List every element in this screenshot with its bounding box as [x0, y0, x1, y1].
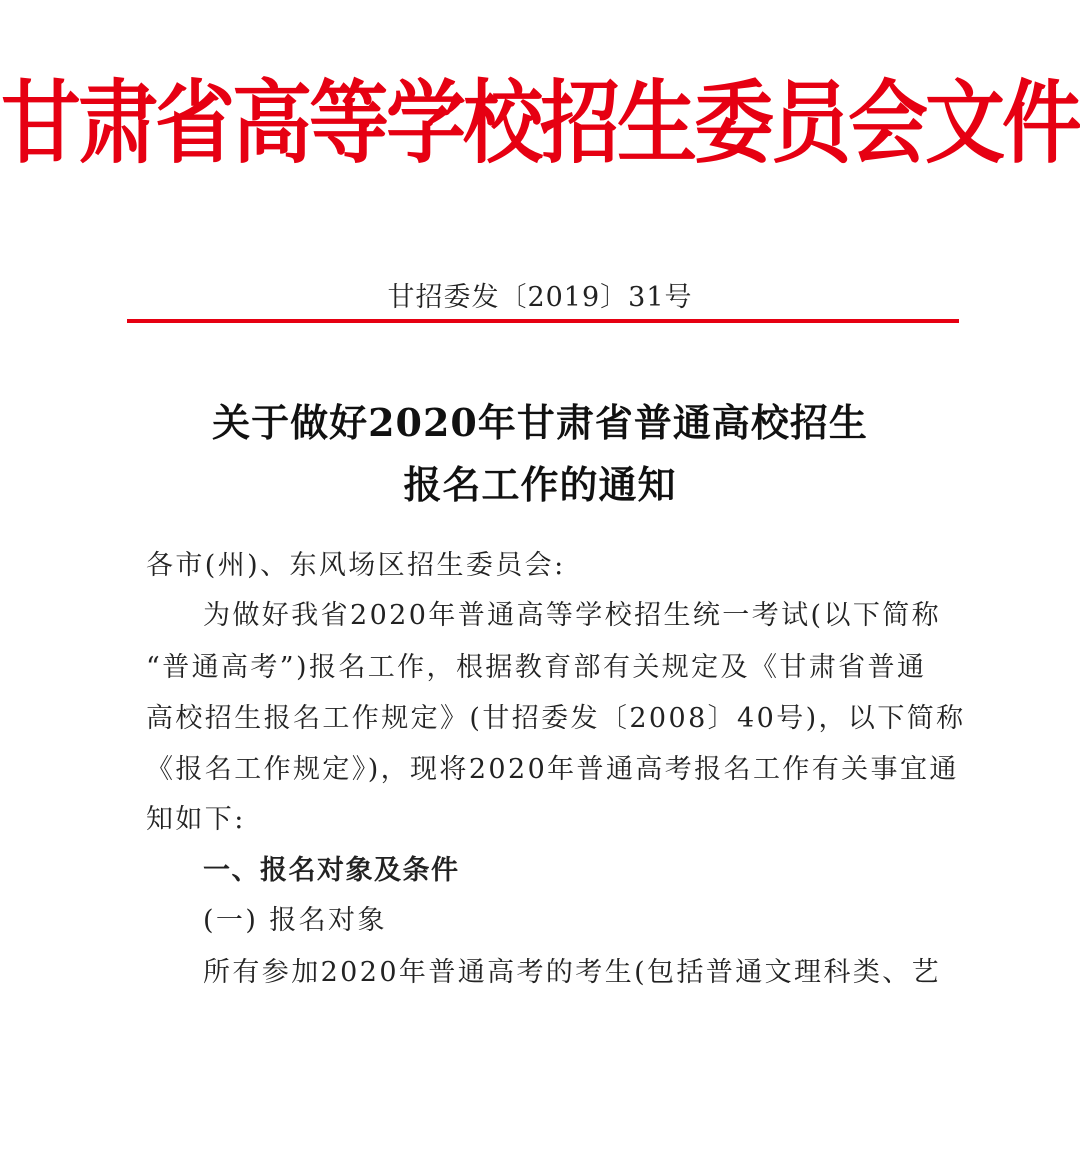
notice-title-line-1: 关于做好2020年甘肃省普通高校招生 [212, 400, 868, 445]
salutation: 各市(州)、东风场区招生委员会: [146, 550, 566, 581]
document-number: 甘招委发〔2019〕31号 [387, 282, 693, 313]
paragraph-1-line-1: 为做好我省2020年普通高等学校招生统一考试(以下简称 [203, 600, 942, 631]
paragraph-1-line-3: 高校招生报名工作规定》(甘招委发〔2008〕40号)，以下简称 [146, 703, 966, 734]
paragraph-2-line-1: 所有参加2020年普通高考的考生(包括普通文理科类、艺 [203, 957, 942, 988]
subsection-1-heading: (一) 报名对象 [203, 905, 387, 936]
paragraph-1-line-2: “普通高考”)报名工作，根据教育部有关规定及《甘肃省普通 [146, 652, 927, 683]
paragraph-1-line-5: 知如下: [146, 804, 246, 835]
notice-title-line-2: 报名工作的通知 [403, 462, 677, 507]
red-divider-line [127, 319, 959, 323]
paragraph-1-line-4: 《报名工作规定》)，现将2020年普通高考报名工作有关事宜通 [146, 754, 959, 785]
issuer-header-title: 甘肃省高等学校招生委员会文件 [1, 70, 1079, 176]
section-1-heading: 一、报名对象及条件 [203, 855, 460, 886]
